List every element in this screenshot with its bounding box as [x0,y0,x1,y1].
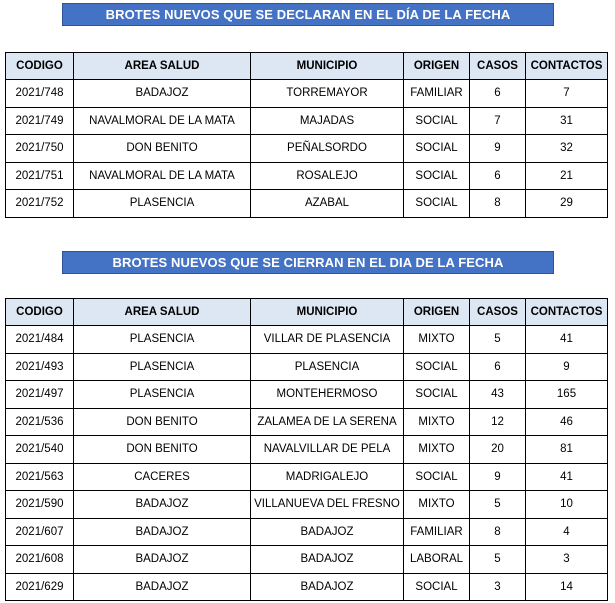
cell-casos: 9 [470,135,526,163]
table-row [6,573,608,601]
table-row [6,491,608,519]
cell-municipio: MAJADAS [251,107,404,135]
cell-codigo: 2021/749 [6,107,74,135]
cell-municipio: VILLANUEVA DEL FRESNO [251,491,404,519]
cell-origen: LABORAL [404,546,470,574]
cell-area-salud: BADAJOZ [74,80,251,108]
table-row [6,518,608,546]
header-row [6,53,608,80]
cell-municipio: NAVALVILLAR DE PELA [251,436,404,464]
cell-contactos: 7 [526,80,608,108]
table-row [6,80,608,108]
cell-municipio: MONTEHERMOSO [251,381,404,409]
header-row [6,299,608,326]
cell-codigo: 2021/590 [6,491,74,519]
column-header-area-salud: AREA SALUD [74,53,251,80]
cell-municipio: BADAJOZ [251,518,404,546]
cell-casos: 5 [470,491,526,519]
column-header-casos: CASOS [470,299,526,326]
cell-area-salud: BADAJOZ [74,518,251,546]
table-row [6,408,608,436]
cell-codigo: 2021/629 [6,573,74,601]
cell-casos: 43 [470,381,526,409]
table-row [6,353,608,381]
cell-codigo: 2021/536 [6,408,74,436]
cell-municipio: ZALAMEA DE LA SERENA [251,408,404,436]
cell-municipio: BADAJOZ [251,546,404,574]
cell-municipio: BADAJOZ [251,573,404,601]
cell-codigo: 2021/493 [6,353,74,381]
cell-casos: 9 [470,463,526,491]
cell-municipio: PEÑALSORDO [251,135,404,163]
cell-contactos: 14 [526,573,608,601]
closed-outbreaks-table [5,298,608,601]
cell-origen: MIXTO [404,326,470,354]
cell-origen: SOCIAL [404,135,470,163]
column-header-codigo: CODIGO [6,53,74,80]
cell-casos: 6 [470,80,526,108]
table-row [6,107,608,135]
cell-area-salud: NAVALMORAL DE LA MATA [74,107,251,135]
cell-codigo: 2021/748 [6,80,74,108]
cell-contactos: 9 [526,353,608,381]
cell-casos: 6 [470,162,526,190]
cell-origen: MIXTO [404,491,470,519]
cell-origen: SOCIAL [404,573,470,601]
cell-codigo: 2021/563 [6,463,74,491]
cell-area-salud: DON BENITO [74,436,251,464]
cell-area-salud: BADAJOZ [74,491,251,519]
cell-casos: 6 [470,353,526,381]
column-header-area-salud: AREA SALUD [74,299,251,326]
column-header-contactos: CONTACTOS [526,299,608,326]
cell-area-salud: DON BENITO [74,408,251,436]
cell-codigo: 2021/484 [6,326,74,354]
cell-municipio: VILLAR DE PLASENCIA [251,326,404,354]
cell-origen: FAMILIAR [404,518,470,546]
cell-municipio: AZABAL [251,190,404,218]
cell-codigo: 2021/752 [6,190,74,218]
cell-contactos: 3 [526,546,608,574]
cell-casos: 20 [470,436,526,464]
column-header-municipio: MUNICIPIO [251,53,404,80]
column-header-municipio: MUNICIPIO [251,299,404,326]
cell-codigo: 2021/607 [6,518,74,546]
table-row [6,135,608,163]
cell-casos: 12 [470,408,526,436]
cell-contactos: 29 [526,190,608,218]
cell-codigo: 2021/608 [6,546,74,574]
cell-contactos: 31 [526,107,608,135]
cell-municipio: ROSALEJO [251,162,404,190]
new-outbreaks-title: BROTES NUEVOS QUE SE DECLARAN EN EL DÍA DE LA FECHA [62,3,554,26]
table-row [6,190,608,218]
column-header-codigo: CODIGO [6,299,74,326]
table-row [6,326,608,354]
cell-origen: SOCIAL [404,190,470,218]
cell-origen: SOCIAL [404,353,470,381]
cell-casos: 5 [470,546,526,574]
cell-municipio: MADRIGALEJO [251,463,404,491]
cell-municipio: TORREMAYOR [251,80,404,108]
cell-codigo: 2021/540 [6,436,74,464]
new-outbreaks-table [5,52,608,218]
table-row [6,162,608,190]
cell-area-salud: BADAJOZ [74,573,251,601]
cell-area-salud: PLASENCIA [74,326,251,354]
cell-contactos: 41 [526,326,608,354]
cell-origen: FAMILIAR [404,80,470,108]
cell-area-salud: BADAJOZ [74,546,251,574]
cell-area-salud: DON BENITO [74,135,251,163]
cell-casos: 8 [470,518,526,546]
column-header-origen: ORIGEN [404,53,470,80]
table-row [6,436,608,464]
cell-contactos: 165 [526,381,608,409]
cell-casos: 7 [470,107,526,135]
cell-casos: 5 [470,326,526,354]
cell-area-salud: CACERES [74,463,251,491]
cell-origen: MIXTO [404,408,470,436]
cell-origen: SOCIAL [404,162,470,190]
cell-municipio: PLASENCIA [251,353,404,381]
cell-casos: 8 [470,190,526,218]
cell-origen: SOCIAL [404,381,470,409]
table-row [6,381,608,409]
cell-contactos: 32 [526,135,608,163]
cell-casos: 3 [470,573,526,601]
cell-codigo: 2021/751 [6,162,74,190]
cell-codigo: 2021/750 [6,135,74,163]
cell-area-salud: PLASENCIA [74,190,251,218]
cell-contactos: 10 [526,491,608,519]
cell-origen: SOCIAL [404,463,470,491]
cell-contactos: 21 [526,162,608,190]
cell-area-salud: PLASENCIA [74,381,251,409]
column-header-origen: ORIGEN [404,299,470,326]
table-row [6,546,608,574]
cell-contactos: 4 [526,518,608,546]
table-row [6,463,608,491]
closed-outbreaks-title: BROTES NUEVOS QUE SE CIERRAN EN EL DIA DE LA FECHA [62,251,554,274]
cell-area-salud: PLASENCIA [74,353,251,381]
cell-area-salud: NAVALMORAL DE LA MATA [74,162,251,190]
column-header-contactos: CONTACTOS [526,53,608,80]
cell-contactos: 81 [526,436,608,464]
cell-origen: MIXTO [404,436,470,464]
cell-contactos: 41 [526,463,608,491]
cell-codigo: 2021/497 [6,381,74,409]
cell-origen: SOCIAL [404,107,470,135]
cell-contactos: 46 [526,408,608,436]
column-header-casos: CASOS [470,53,526,80]
